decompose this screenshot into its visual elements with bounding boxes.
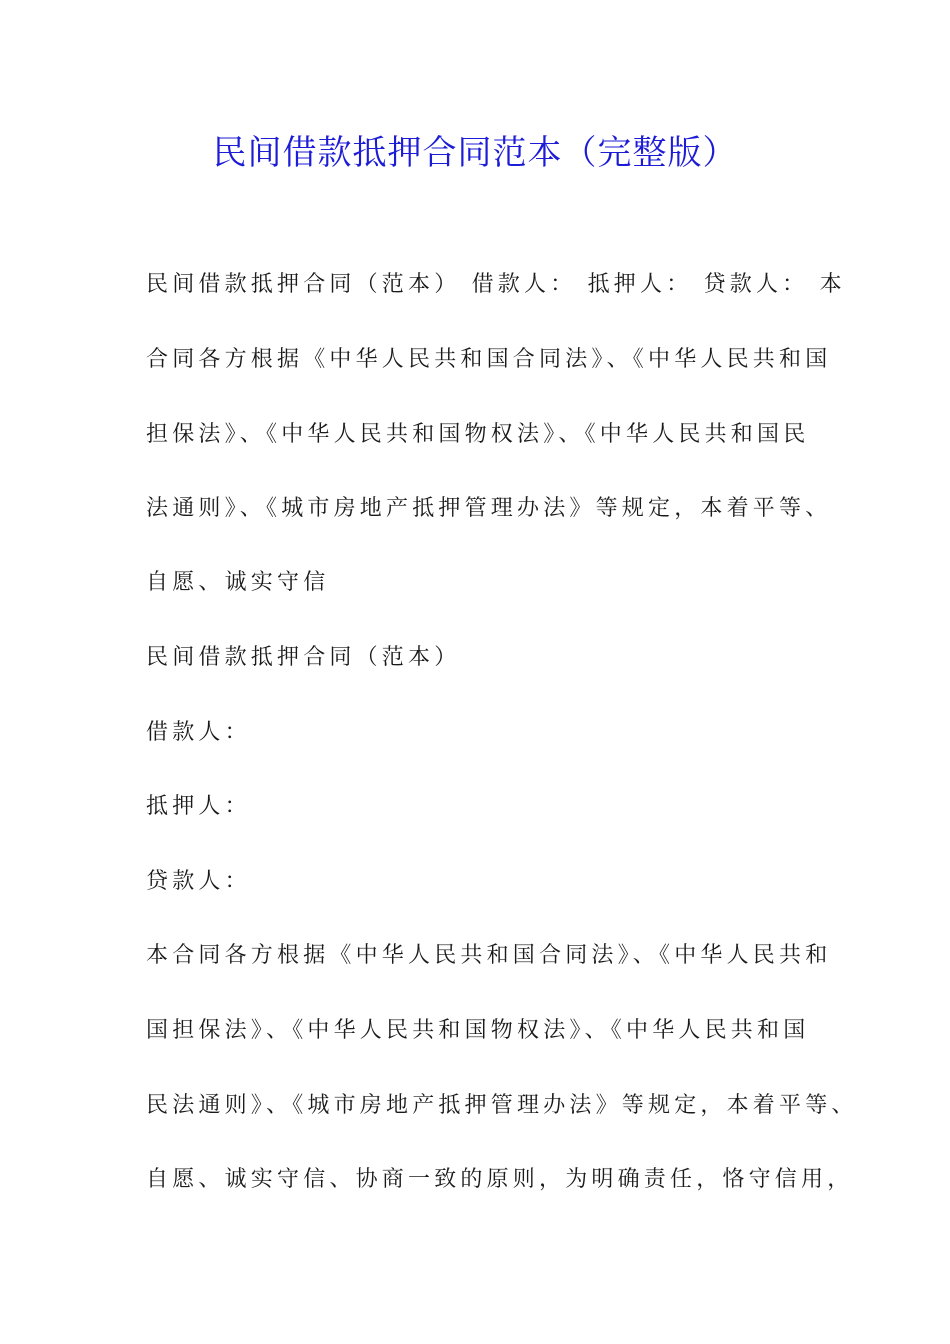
paragraph-line: 抵押人： bbox=[146, 794, 251, 819]
document-title: 民间借款抵押合同范本（完整版） bbox=[212, 133, 738, 173]
paragraph-line: 借款人： bbox=[146, 720, 251, 745]
paragraph-line: 法通则》、《城市房地产抵押管理办法》等规定，本着平等、 bbox=[146, 496, 832, 521]
paragraph-line: 民法通则》、《城市房地产抵押管理办法》等规定，本着平等、 bbox=[146, 1093, 858, 1118]
paragraph-line: 民间借款抵押合同（范本） bbox=[146, 645, 461, 670]
paragraph-line: 贷款人： bbox=[146, 869, 251, 894]
paragraph-line: 国担保法》、《中华人民共和国物权法》、《中华人民共和国 bbox=[146, 1018, 810, 1043]
paragraph-line: 担保法》、《中华人民共和国物权法》、《中华人民共和国民 bbox=[146, 422, 810, 447]
paragraph-line: 本合同各方根据《中华人民共和国合同法》、《中华人民共和 bbox=[146, 943, 832, 968]
paragraph-line: 合同各方根据《中华人民共和国合同法》、《中华人民共和国 bbox=[146, 347, 832, 372]
paragraph-line: 自愿、诚实守信 bbox=[146, 570, 330, 595]
paragraph-line: 自愿、诚实守信、协商一致的原则，为明确责任，恪守信用， bbox=[146, 1167, 854, 1192]
paragraph-line: 民间借款抵押合同（范本） 借款人： 抵押人： 贷款人： 本 bbox=[146, 272, 846, 297]
